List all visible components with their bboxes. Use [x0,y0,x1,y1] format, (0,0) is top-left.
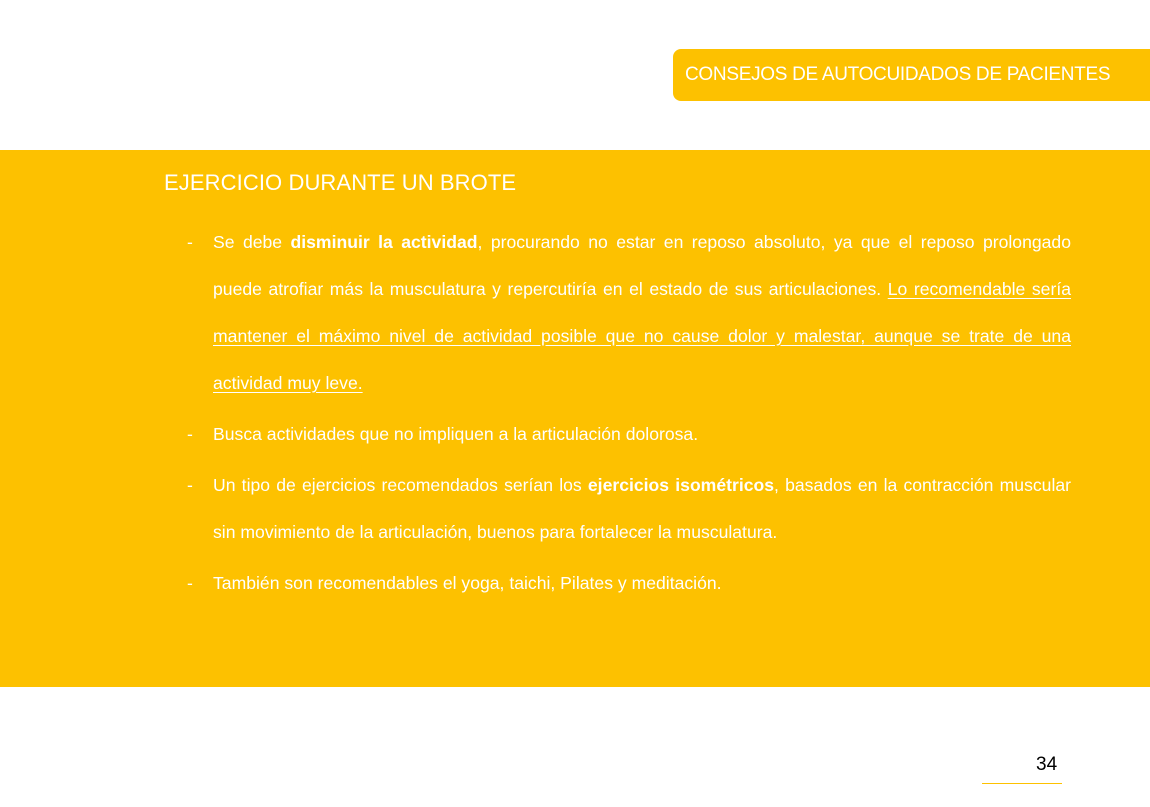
bullet-dash: - [187,475,193,495]
page-number: 34 [1036,754,1058,775]
bullet-dash: - [187,573,193,593]
bullet-emphasis: ejercicios isométricos [587,475,775,495]
bullet-item-reduce-activity [187,219,1071,407]
bullet-text: Busca actividades que no impliquen a la articulación dolorosa. [213,424,699,444]
bullet-text: , procurando no estar en reposo absoluto, ya que el reposo prolongado puede atrofiar más la musculatura y repercutiría en el estado de sus articulaciones. [213,232,1072,299]
bullet-text: Un tipo de ejercicios recomendados serían los [213,475,588,495]
page-number-rule [982,783,1062,784]
bullet-dash: - [187,424,193,444]
section-header-label: CONSEJOS DE AUTOCUIDADOS DE PACIENTES [685,64,1111,85]
bullet-text: También son recomendables el yoga, taichi, Pilates y meditación. [213,573,722,593]
bullet-text: Se debe [213,232,291,252]
section-header-tab [673,49,1150,101]
bullet-underlined-text: Lo recomendable sería mantener el máximo nivel de actividad posible que no cause dolor y malestar, aunque se trate de una actividad muy leve. [213,279,1071,393]
bullet-item-isometric-exercises [187,462,1071,556]
section-title: EJERCICIO DURANTE UN BROTE [164,170,517,195]
bullet-list [187,219,1071,611]
bullet-item-yoga-taichi [187,560,1071,607]
bullet-item-find-activities [187,411,1071,458]
bullet-emphasis: disminuir la actividad [290,232,478,252]
bullet-text: , basados en la contracción muscular sin movimiento de la articulación, buenos para fortalecer la musculatura. [213,475,1072,542]
bullet-dash: - [187,232,193,252]
